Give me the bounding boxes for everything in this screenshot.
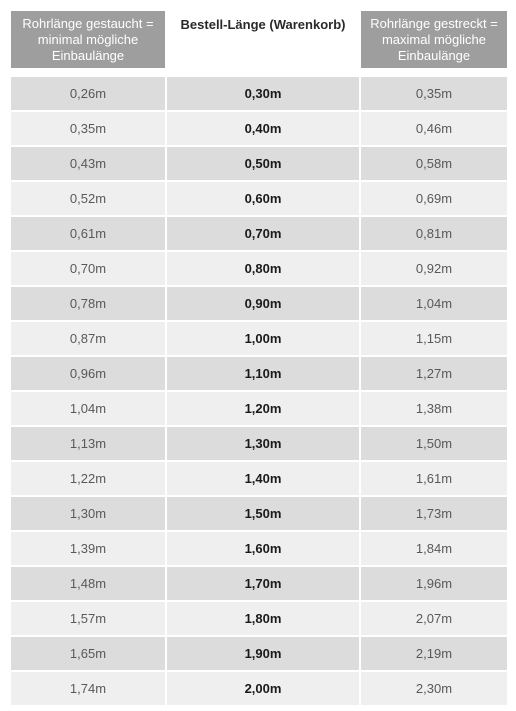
table-row <box>11 460 507 495</box>
cell-min-length: 1,74m <box>11 670 167 705</box>
cell-min-length: 1,13m <box>11 425 167 460</box>
header-max-length: Rohrlänge gestreckt = maximal mögliche Einbaulänge <box>361 11 507 68</box>
table-row <box>11 355 507 390</box>
cell-max-length: 0,69m <box>361 180 507 215</box>
cell-order-length: 1,80m <box>167 600 361 635</box>
header-order-length: Bestell-Länge (Warenkorb) <box>167 11 361 68</box>
cell-max-length: 0,46m <box>361 110 507 145</box>
cell-max-length: 0,81m <box>361 215 507 250</box>
cell-max-length: 2,30m <box>361 670 507 705</box>
cell-max-length: 1,73m <box>361 495 507 530</box>
cell-order-length: 1,00m <box>167 320 361 355</box>
table-body <box>11 68 507 705</box>
spacer-cell <box>11 68 507 75</box>
cell-min-length: 1,04m <box>11 390 167 425</box>
cell-order-length: 1,70m <box>167 565 361 600</box>
table-row <box>11 180 507 215</box>
cell-order-length: 0,90m <box>167 285 361 320</box>
table-row <box>11 145 507 180</box>
length-table-container <box>11 11 507 705</box>
cell-min-length: 0,78m <box>11 285 167 320</box>
cell-min-length: 1,57m <box>11 600 167 635</box>
length-table <box>11 11 507 705</box>
cell-min-length: 0,52m <box>11 180 167 215</box>
table-row <box>11 600 507 635</box>
cell-max-length: 1,84m <box>361 530 507 565</box>
cell-min-length: 0,43m <box>11 145 167 180</box>
table-row <box>11 565 507 600</box>
cell-min-length: 0,35m <box>11 110 167 145</box>
cell-order-length: 0,50m <box>167 145 361 180</box>
cell-max-length: 1,27m <box>361 355 507 390</box>
cell-min-length: 1,48m <box>11 565 167 600</box>
cell-max-length: 2,07m <box>361 600 507 635</box>
cell-max-length: 1,04m <box>361 285 507 320</box>
table-row <box>11 495 507 530</box>
cell-max-length: 1,96m <box>361 565 507 600</box>
cell-max-length: 1,50m <box>361 425 507 460</box>
cell-min-length: 0,96m <box>11 355 167 390</box>
cell-order-length: 1,50m <box>167 495 361 530</box>
cell-max-length: 1,15m <box>361 320 507 355</box>
cell-min-length: 0,87m <box>11 320 167 355</box>
table-row <box>11 320 507 355</box>
cell-min-length: 1,39m <box>11 530 167 565</box>
cell-min-length: 0,61m <box>11 215 167 250</box>
cell-order-length: 1,60m <box>167 530 361 565</box>
cell-order-length: 0,70m <box>167 215 361 250</box>
cell-max-length: 1,61m <box>361 460 507 495</box>
cell-order-length: 1,30m <box>167 425 361 460</box>
table-row <box>11 425 507 460</box>
cell-order-length: 0,60m <box>167 180 361 215</box>
cell-order-length: 1,10m <box>167 355 361 390</box>
cell-min-length: 0,70m <box>11 250 167 285</box>
cell-max-length: 2,19m <box>361 635 507 670</box>
cell-order-length: 1,90m <box>167 635 361 670</box>
table-row <box>11 75 507 110</box>
header-spacer <box>11 68 507 75</box>
cell-max-length: 0,35m <box>361 75 507 110</box>
cell-min-length: 1,65m <box>11 635 167 670</box>
table-row <box>11 635 507 670</box>
cell-order-length: 0,30m <box>167 75 361 110</box>
cell-min-length: 0,26m <box>11 75 167 110</box>
cell-max-length: 0,58m <box>361 145 507 180</box>
table-row <box>11 110 507 145</box>
cell-max-length: 1,38m <box>361 390 507 425</box>
table-row <box>11 390 507 425</box>
header-row <box>11 11 507 68</box>
cell-max-length: 0,92m <box>361 250 507 285</box>
table-header <box>11 11 507 68</box>
cell-min-length: 1,30m <box>11 495 167 530</box>
cell-min-length: 1,22m <box>11 460 167 495</box>
cell-order-length: 0,80m <box>167 250 361 285</box>
cell-order-length: 1,40m <box>167 460 361 495</box>
cell-order-length: 0,40m <box>167 110 361 145</box>
cell-order-length: 2,00m <box>167 670 361 705</box>
table-row <box>11 530 507 565</box>
table-row <box>11 215 507 250</box>
header-min-length: Rohrlänge gestaucht = minimal mögliche Einbaulänge <box>11 11 167 68</box>
cell-order-length: 1,20m <box>167 390 361 425</box>
table-row <box>11 670 507 705</box>
table-row <box>11 250 507 285</box>
table-row <box>11 285 507 320</box>
